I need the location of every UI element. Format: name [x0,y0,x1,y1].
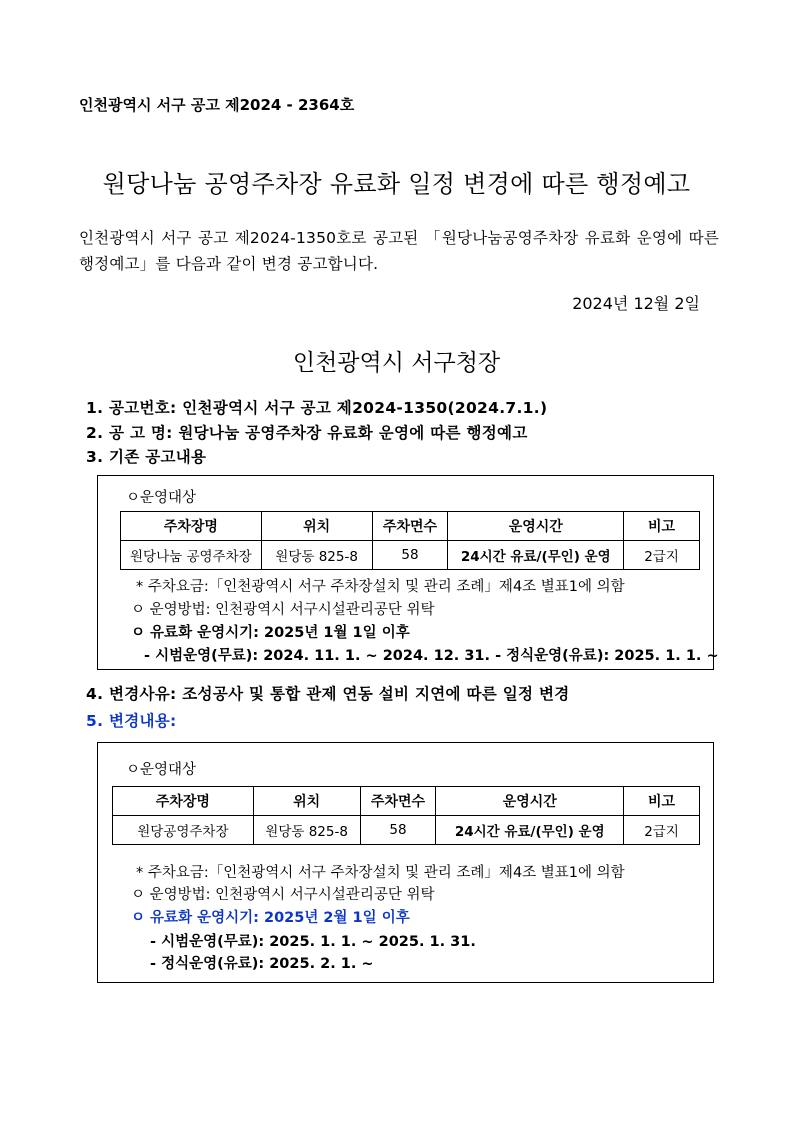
existing-method-note: ㅇ 운영방법: 인천광역시 서구시설관리공단 위탁 [131,602,435,618]
cell-spaces: 58 [360,816,436,845]
cell-name: 원당나눔 공영주차장 [121,541,262,570]
table-header-row [113,787,700,816]
document-title: 원당나눔 공영주차장 유료화 일정 변경에 따른 행정예고 [102,170,691,198]
section-4-change-reason: 4. 변경사유: 조성공사 및 통합 관제 연동 설비 지연에 따른 일정 변경 [86,685,570,703]
changed-content-box [97,742,714,983]
existing-content-box [97,475,719,670]
existing-parking-table [120,511,700,570]
issuer: 인천광역시 서구청장 [292,350,501,376]
header-remarks: 비고 [624,512,700,541]
header-hours: 운영시간 [448,512,624,541]
changed-fee-note: * 주차요금:「인천광역시 서구 주차장설치 및 관리 조례」제4조 별표1에 의함 [136,865,625,881]
cell-hours: 24시간 유료/(무인) 운영 [448,541,624,570]
header-location: 위치 [261,512,372,541]
cell-hours: 24시간 유료/(무인) 운영 [436,816,624,845]
header-name: 주차장명 [121,512,262,541]
header-hours: 운영시간 [436,787,624,816]
cell-location: 원당동 825-8 [261,541,372,570]
cell-remarks: 2급지 [624,816,700,845]
existing-start-note: ㅇ 유료화 운영시기: 2025년 1월 1일 이후 [131,625,410,641]
changed-start-note: ㅇ 유료화 운영시기: 2025년 2월 1일 이후 [131,910,410,926]
header-remarks: 비고 [624,787,700,816]
cell-name: 원당공영주차장 [113,816,254,845]
cell-location: 원당동 825-8 [253,816,360,845]
existing-schedule-note: - 시범운영(무료): 2024. 11. 1. ~ 2024. 12. 31. - 정식운영(유료): 2025. 1. 1. ~ [144,648,719,664]
intro-paragraph: 인천광역시 서구 공고 제2024-1350호로 공고된 「원당나눔공영주차장 유료화 운영에 따른 행정예고」를 다음과 같이 변경 공고합니다. [79,229,719,273]
header-spaces: 주차면수 [372,512,448,541]
existing-fee-note: * 주차요금:「인천광역시 서구 주차장설치 및 관리 조례」제4조 별표1에 의함 [136,579,625,595]
changed-trial-note: - 시범운영(무료): 2025. 1. 1. ~ 2025. 1. 31. [150,934,476,950]
notice-number: 인천광역시 서구 공고 제2024 - 2364호 [79,96,355,114]
table-row [121,541,700,570]
section-2-notice-name: 2. 공 고 명: 원당나눔 공영주차장 유료화 운영에 따른 행정예고 [86,424,528,442]
table-row [113,816,700,845]
section-5-changed-content: 5. 변경내용: [86,712,177,730]
changed-method-note: ㅇ 운영방법: 인천광역시 서구시설관리공단 위탁 [131,887,435,903]
section-3-existing-content: 3. 기존 공고내용 [86,448,207,466]
header-location: 위치 [253,787,360,816]
changed-official-note: - 정식운영(유료): 2025. 2. 1. ~ [150,956,374,972]
cell-spaces: 58 [372,541,448,570]
notice-date: 2024년 12월 2일 [572,294,700,313]
table-header-row [121,512,700,541]
cell-remarks: 2급지 [624,541,700,570]
header-name: 주차장명 [113,787,254,816]
section-1-notice-number: 1. 공고번호: 인천광역시 서구 공고 제2024-1350(2024.7.1.) [86,399,548,417]
changed-parking-table [112,786,700,845]
existing-target-label: ㅇ운영대상 [126,490,197,506]
header-spaces: 주차면수 [360,787,436,816]
changed-target-label: ㅇ운영대상 [126,762,197,778]
